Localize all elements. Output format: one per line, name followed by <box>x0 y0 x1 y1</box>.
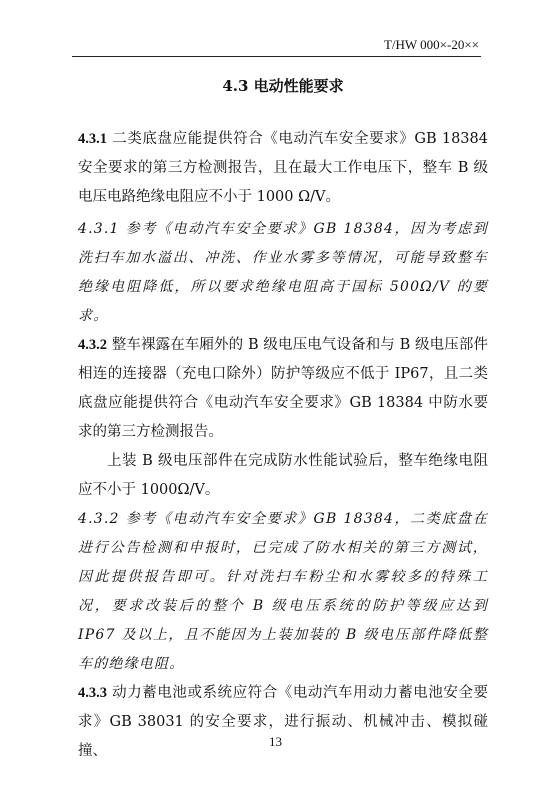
clause-number: 4.3.3 <box>78 685 107 701</box>
clause-4-3-3 <box>78 679 488 766</box>
clause-text: 动力蓄电池或系统应符合《电动汽车用动力蓄电池安全要求》GB 38031 的安全要求，进行振动、机械冲击、模拟碰撞、 <box>78 685 488 759</box>
page-header <box>0 36 551 58</box>
clause-text: 整车裸露在车厢外的 B 级电压电气设备和与 B 级电压部件相连的连接器（充电口除外）防护等级应不低于 IP67，且二类底盘应能提供符合《电动汽车安全要求》GB 18384 中防水要求的第三方检测报告。 <box>78 337 488 440</box>
page-number: 13 <box>269 734 282 749</box>
clause-text: 二类底盘应能提供符合《电动汽车安全要求》GB 18384 安全要求的第三方检测报告，且在最大工作电压下，整车 B 级电压电路绝缘电阻应不小于 1000 Ω/V。 <box>78 131 488 205</box>
clause-number: 4.3.1 <box>78 131 107 147</box>
explanation-4-3-2: 4.3.2 参考《电动汽车安全要求》GB 18384，二类底盘在进行公告检测和申报时，已完成了防水相关的第三方测试，因此提供报告即可。针对洗扫车粉尘和水雾较多的特殊工况，要求改装后的整个 B 级电压系统的防护等级应达到 IP67 及以上，且不能因为上装加装的 B 级电压部件降低整车的绝缘电阻。 <box>78 511 488 672</box>
clause-4-3-1 <box>78 125 488 212</box>
document-body <box>78 74 488 766</box>
header-rule <box>72 56 481 57</box>
clause-number: 4.3.2 <box>78 337 107 353</box>
explanation-4-3-1: 4.3.1 参考《电动汽车安全要求》GB 18384，因为考虑到洗扫车加水溢出、冲洗、作业水雾多等情况，可能导致整车绝缘电阻降低，所以要求绝缘电阻高于国标 500Ω/V 的要求。 <box>78 221 488 324</box>
document-code: T/HW 000×-20×× <box>383 37 479 52</box>
clause-4-3-2 <box>78 331 488 447</box>
clause-4-3-2-continuation: 上装 B 级电压部件在完成防水性能试验后，整车绝缘电阻应不小于 1000Ω/V。 <box>78 453 488 498</box>
section-title: 4.3 电动性能要求 <box>222 77 344 95</box>
